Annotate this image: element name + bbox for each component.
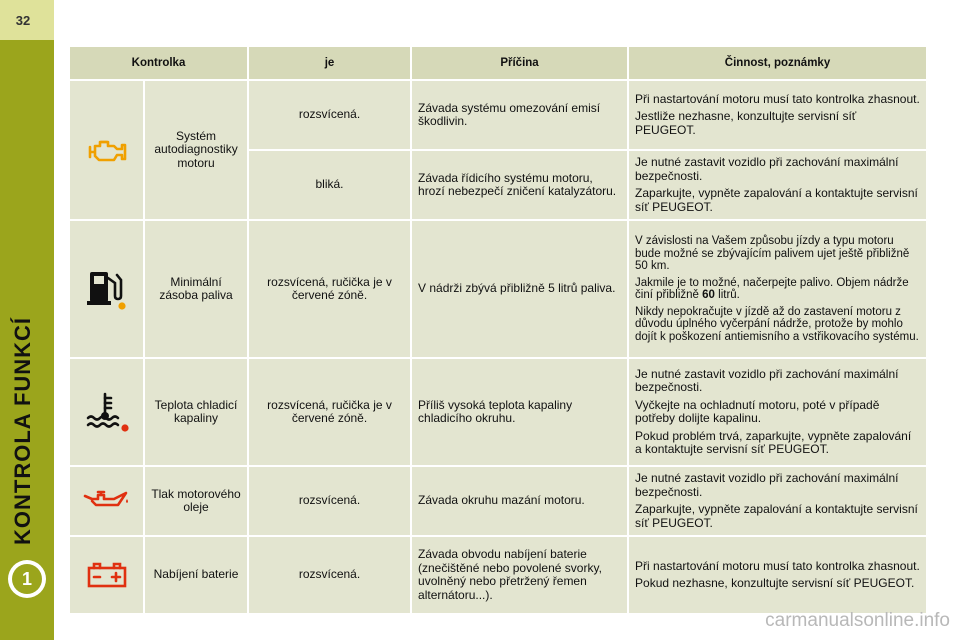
table-row [70, 467, 926, 535]
cause-cell: V nádrži zbývá přibližně 5 litrů paliva. [412, 221, 627, 357]
cause-cell: Závada obvodu nabíjení baterie (znečištěné nebo povolené svorky, uvolněný nebo přetržený řemen alternátoru...). [412, 537, 627, 613]
action-text: Jakmile je to možné, načerpejte palivo. Objem nádrže činí přibližně 60 litrů. [635, 276, 909, 301]
oil-pressure-icon [70, 467, 143, 535]
action-cell [629, 81, 926, 149]
battery-icon [70, 537, 143, 613]
cause-cell: Příliš vysoká teplota kapaliny chladicího okruhu. [412, 359, 627, 465]
action-text: Při nastartování motoru musí tato kontrolka zhasnout. [635, 558, 920, 573]
action-text: Pokud problém trvá, zaparkujte, vypněte zapalování a kontaktujte servisní síť PEUGEOT. [635, 428, 912, 456]
coolant-temperature-icon [70, 359, 143, 465]
action-text: Je nutné zastavit vozidlo při zachování maximální bezpečnosti. [635, 471, 899, 499]
chapter-badge [8, 560, 46, 598]
action-text: Zaparkujte, vypněte zapalování a kontaktujte servisní síť PEUGEOT. [635, 502, 918, 530]
state-cell: bliká. [249, 151, 410, 219]
table-row [70, 359, 926, 465]
page-number-box [0, 0, 54, 40]
fuel-pump-icon [70, 221, 143, 357]
table-header-row [70, 47, 926, 79]
action-cell [629, 537, 926, 613]
state-cell: rozsvícená. [249, 81, 410, 149]
table-row [70, 221, 926, 357]
action-cell [629, 467, 926, 535]
engine-warning-icon [70, 81, 143, 219]
sidebar [0, 0, 54, 640]
battery-warning-name: Nabíjení baterie [145, 537, 247, 613]
state-cell: rozsvícená, ručička je v červené zóně. [249, 221, 410, 357]
header-cinnost: Činnost, poznámky [629, 47, 926, 79]
watermark: carmanualsonline.info [765, 610, 950, 631]
engine-warning-name: Systém autodiagnostiky motoru [145, 81, 247, 219]
fuel-warning-name: Minimální zásoba paliva [145, 221, 247, 357]
action-text: Nikdy nepokračujte v jízdě až do zastavení motoru z důvodu úplného vyčerpání nádrže, protože by mohlo dojít k poškození antiemisního a vstřikovacího systému. [635, 305, 919, 343]
action-cell [629, 359, 926, 465]
header-je: je [249, 47, 410, 79]
action-text: Vyčkejte na ochladnutí motoru, poté v případě potřeby dolijte kapalinu. [635, 397, 880, 425]
action-text: Je nutné zastavit vozidlo při zachování maximální bezpečnosti. [635, 366, 899, 394]
action-text: Je nutné zastavit vozidlo při zachování maximální bezpečnosti. [635, 155, 899, 183]
coolant-warning-name: Teplota chladicí kapaliny [145, 359, 247, 465]
cause-cell: Závada systému omezování emisí škodlivin. [412, 81, 627, 149]
section-title: KONTROLA FUNKCÍ [10, 316, 35, 545]
state-cell: rozsvícená. [249, 537, 410, 613]
action-text: V závislosti na Vašem způsobu jízdy a typu motoru bude možné se zbývajícím palivem ujet ještě přibližně 50 km. [635, 235, 910, 272]
warning-lights-table [68, 45, 928, 615]
action-text: Jestliže nezhasne, konzultujte servisní síť PEUGEOT. [635, 109, 857, 137]
action-text: Zaparkujte, vypněte zapalování a kontaktujte servisní síť PEUGEOT. [635, 186, 918, 214]
state-cell: rozsvícená. [249, 467, 410, 535]
chapter-number: 1 [12, 564, 42, 594]
action-cell [629, 151, 926, 219]
cause-cell: Závada okruhu mazání motoru. [412, 467, 627, 535]
header-kontrolka: Kontrolka [70, 47, 247, 79]
page-number: 32 [15, 12, 31, 28]
cause-cell: Závada řídicího systému motoru, hrozí nebezpečí zničení katalyzátoru. [412, 151, 627, 219]
table-row [70, 81, 926, 149]
oil-warning-name: Tlak motorového oleje [145, 467, 247, 535]
action-text: Při nastartování motoru musí tato kontrolka zhasnout. [635, 91, 920, 106]
state-cell: rozsvícená, ručička je v červené zóně. [249, 359, 410, 465]
table-row [70, 537, 926, 613]
header-pricina: Příčina [412, 47, 627, 79]
action-cell [629, 221, 926, 357]
action-text: Pokud nezhasne, konzultujte servisní síť PEUGEOT. [635, 576, 915, 590]
